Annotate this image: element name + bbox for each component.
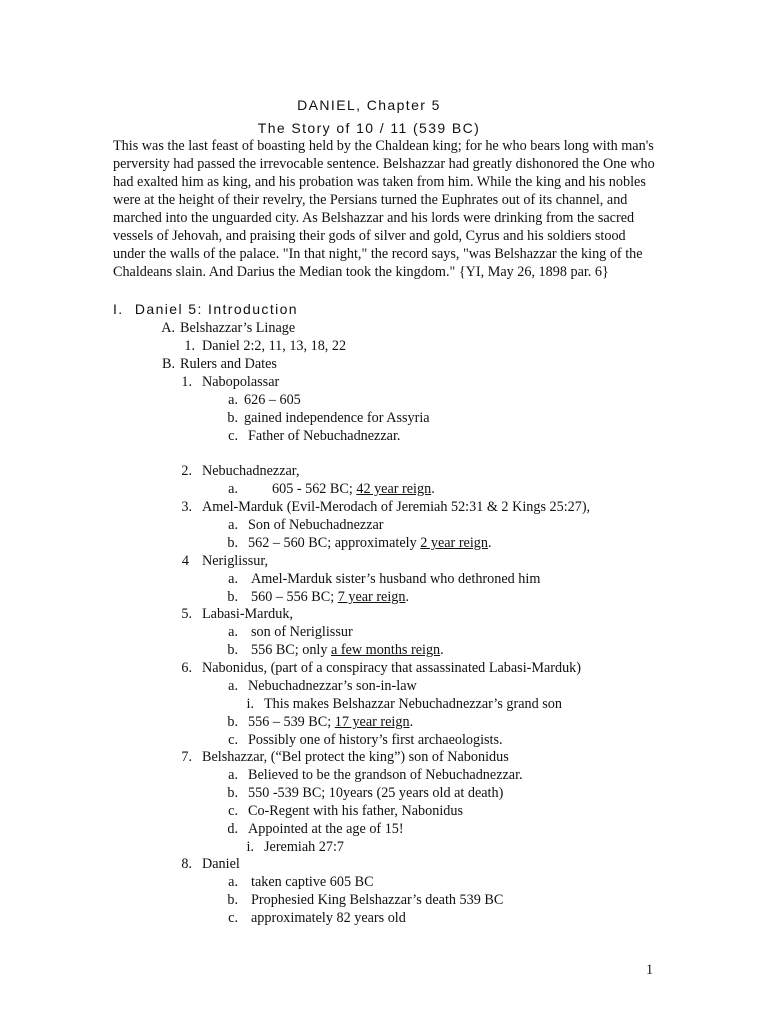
outline-marker: a. [228, 678, 238, 694]
section-title: Daniel 5: Introduction [134, 301, 298, 317]
outline-text: Labasi-Marduk, [202, 606, 294, 622]
outline-text: gained independence for Assyria [244, 410, 430, 426]
outline-marker: b. [227, 410, 238, 426]
outline-marker: 8. [181, 856, 192, 872]
outline-text: Nebuchadnezzar, [202, 463, 300, 479]
outline-marker: 2. [181, 463, 192, 479]
reign-length: 42 year reign [356, 481, 432, 497]
outline-text: Rulers and Dates [180, 356, 277, 372]
outline-text: son of Neriglissur [251, 624, 353, 640]
outline-marker: b. [227, 714, 238, 730]
outline-text-post: . [409, 714, 414, 730]
section-heading [113, 300, 298, 318]
outline-text: taken captive 605 BC [251, 874, 374, 890]
outline-marker: d. [227, 821, 238, 837]
outline-text [248, 534, 492, 552]
outline-marker: 4 [181, 553, 189, 569]
outline-text-pre: 605 - 562 BC; [272, 481, 357, 497]
outline-text: Son of Nebuchadnezzar [248, 517, 384, 533]
outline-text: Appointed at the age of 15! [248, 821, 404, 837]
outline-marker: b. [227, 785, 238, 801]
reign-length: 17 year reign [334, 714, 410, 730]
outline-marker: 3. [181, 499, 192, 515]
outline-text: Neriglissur, [202, 553, 269, 569]
outline-text: Possibly one of history’s first archaeologists. [248, 732, 503, 748]
outline-text: 626 – 605 [244, 392, 301, 408]
outline-text: Amel-Marduk (Evil-Merodach of Jeremiah 52:31 & 2 Kings 25:27), [202, 499, 591, 515]
outline-marker: b. [227, 589, 238, 605]
outline-marker: 5. [181, 606, 192, 622]
outline-text: Co-Regent with his father, Nabonidus [248, 803, 463, 819]
page-number: 1 [646, 962, 654, 978]
outline-text [251, 641, 444, 659]
outline-text: Nabonidus, (part of a conspiracy that assassinated Labasi-Marduk) [202, 660, 582, 676]
outline-marker: 7. [181, 749, 192, 765]
outline-text: Daniel 2:2, 11, 13, 18, 22 [202, 338, 347, 354]
outline-marker: c. [228, 910, 238, 926]
outline-text: Believed to be the grandson of Nebuchadnezzar. [248, 767, 523, 783]
outline-text: This makes Belshazzar Nebuchadnezzar’s grand son [264, 696, 562, 712]
reign-length: 7 year reign [337, 589, 406, 605]
outline-text: Jeremiah 27:7 [264, 839, 344, 855]
outline-text-pre: 556 BC; only [251, 642, 332, 658]
reign-length: 2 year reign [420, 535, 488, 551]
outline-marker: a. [228, 874, 238, 890]
outline-text [272, 480, 435, 498]
outline-text-post: . [431, 481, 435, 497]
outline-text: Belshazzar’s Linage [180, 320, 296, 336]
outline-marker: a. [228, 392, 238, 408]
outline-text-post: . [440, 642, 444, 658]
reign-length: a few months reign [331, 642, 441, 658]
outline-text [248, 713, 413, 731]
outline-text-post: . [405, 589, 410, 605]
outline-text-pre: 560 – 556 BC; [251, 589, 338, 605]
outline-text-pre: 556 – 539 BC; [248, 714, 335, 730]
document-subtitle: The Story of 10 / 11 (539 BC) [257, 120, 481, 136]
section-marker: I. [113, 301, 124, 317]
outline-marker: c. [228, 732, 238, 748]
outline-text: Father of Nebuchadnezzar. [248, 428, 401, 444]
outline-text-post: . [487, 535, 492, 551]
outline-text [251, 588, 409, 606]
outline-marker: a. [228, 571, 238, 587]
outline-text: Amel-Marduk sister’s husband who dethroned him [251, 571, 541, 587]
outline-marker: 1. [181, 374, 192, 390]
outline-marker: b. [227, 642, 238, 658]
outline-text: Daniel [202, 856, 240, 872]
outline-text: 550 -539 BC; 10years (25 years old at death) [248, 785, 504, 801]
outline-marker: a. [228, 481, 238, 497]
outline-marker: A. [161, 320, 175, 336]
outline-marker: c. [228, 803, 238, 819]
intro-paragraph: This was the last feast of boasting held by the Chaldean king; for he who bears long with man's perversity had passed the irrevocable sentence. Belshazzar had greatly dishonored the One who had exalted him as king, and his probation was taken from him. While the king and his nobles were at the height of their revelry, the Persians turned the Euphrates out of its channel, and marched into the unguarded city. As Belshazzar and his lords were drinking from the sacred vessels of Jehovah, and praising their gods of silver and gold, Cyrus and his soldiers stood under the walls of the palace. "In that night," the record says, "was Belshazzar the king of the Chaldeans slain. And Darius the Median took the kingdom." {YI, May 26, 1898 par. 6} [113, 138, 655, 280]
outline-marker: c. [228, 428, 238, 444]
outline-text-pre: 562 – 560 BC; approximately [248, 535, 421, 551]
outline-marker: b. [227, 892, 238, 908]
outline-marker: a. [228, 767, 238, 783]
outline-marker: a. [228, 624, 238, 640]
outline-marker: i. [246, 839, 254, 855]
outline-text: Nabopolassar [202, 374, 280, 390]
outline-marker: b. [227, 535, 238, 551]
outline-text: Prophesied King Belshazzar’s death 539 BC [251, 892, 504, 908]
outline-text: approximately 82 years old [251, 910, 406, 926]
outline-marker: 6. [181, 660, 192, 676]
document-title: DANIEL, Chapter 5 [297, 97, 441, 113]
outline-marker: a. [228, 517, 238, 533]
outline-marker: i. [246, 696, 254, 712]
outline-marker: B. [161, 356, 175, 372]
outline-text: Belshazzar, (“Bel protect the king”) son of Nabonidus [202, 749, 509, 765]
outline-marker: 1. [184, 338, 195, 354]
outline-text: Nebuchadnezzar’s son-in-law [248, 678, 417, 694]
